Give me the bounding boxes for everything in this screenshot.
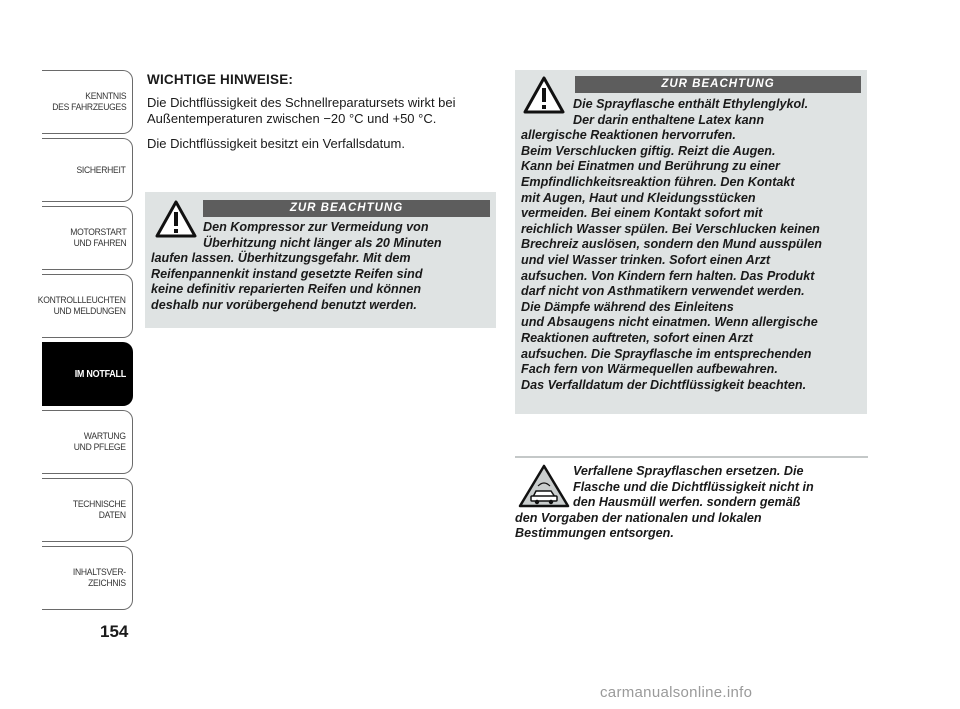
warning-line: und Absaugens nicht einatmen. Wenn allergische	[521, 315, 818, 330]
tab-wartung-und-pflege[interactable]	[42, 410, 133, 474]
tab-kontrollleuchten-und-meldungen[interactable]	[38, 274, 133, 338]
paragraph-expiry: Die Dichtflüssigkeit besitzt ein Verfallsdatum.	[147, 136, 405, 151]
tab-technische-daten[interactable]	[42, 478, 133, 542]
environment-car-icon	[518, 464, 570, 508]
warning-line: deshalb nur vorübergehend benutzt werden.	[151, 297, 417, 312]
warning-line: allergische Reaktionen hervorrufen.	[521, 128, 736, 143]
tab-im-notfall[interactable]	[42, 342, 133, 406]
tab-sicherheit[interactable]	[42, 138, 133, 202]
warning-line: aufsuchen. Von Kindern fern halten. Das Produkt	[521, 268, 815, 283]
warning-line: Fach fern von Wärmequellen aufbewahren.	[521, 362, 778, 377]
chapter-tabs	[38, 70, 133, 614]
watermark: carmanualsonline.info	[600, 684, 753, 701]
warning-text	[151, 220, 494, 314]
tab-motorstart-und-fahren[interactable]	[42, 206, 133, 270]
environment-line: Verfallene Sprayflaschen ersetzen. Die	[573, 464, 804, 478]
warning-line: und viel Wasser trinken. Sofort einen Arzt	[521, 252, 771, 267]
warning-line: Reaktionen auftreten, sofort einen Arzt	[521, 330, 753, 345]
paragraph-temperature: Die Dichtflüssigkeit des Schnellreparatursets wirkt bei Außentemperaturen zwischen −20 °C und +50 °C.	[147, 95, 456, 126]
divider	[515, 456, 868, 458]
page-number: 154	[100, 622, 129, 641]
tab-label: SICHERHEIT	[76, 164, 126, 176]
warning-line: Kann bei Einatmen und Berührung zu einer	[521, 159, 780, 174]
warning-line: Den Kompressor zur Vermeidung von	[203, 220, 429, 234]
tab-label: IM NOTFALL	[74, 368, 126, 380]
environment-line: den Vorgaben der nationalen und lokalen	[515, 510, 762, 525]
warning-line: Der darin enthaltene Latex kann	[573, 112, 765, 127]
warning-box-spray-bottle	[515, 70, 867, 414]
warning-line: Die Sprayflasche enthält Ethylenglykol.	[573, 97, 809, 111]
tab-kenntnis-des-fahrzeuges[interactable]	[42, 70, 133, 134]
tab-label: WARTUNG UND PFLEGE	[74, 431, 126, 453]
tab-label: KONTROLLLEUCHTEN UND MELDUNGEN	[38, 295, 126, 317]
tab-label: KENNTNIS DES FAHRZEUGES	[51, 91, 126, 113]
warning-line: Brechreiz auslösen, sondern den Mund ausspülen	[521, 237, 822, 252]
warning-line: Überhitzung nicht länger als 20 Minuten	[203, 235, 442, 250]
warning-line: Das Verfalldatum der Dichtflüssigkeit beachten.	[521, 377, 807, 392]
warning-line: darf nicht von Asthmatikern verwendet werden.	[521, 284, 805, 299]
warning-line: aufsuchen. Die Sprayflasche im entsprechenden	[521, 346, 812, 361]
tab-label: TECHNISCHE DATEN	[73, 499, 126, 521]
warning-line: reichlich Wasser spülen. Bei Verschlucken keinen	[521, 221, 820, 236]
warning-box-compressor	[145, 192, 496, 328]
warning-line: Empfindlichkeitsreaktion führen. Den Kontakt	[521, 174, 795, 189]
tab-label: MOTORSTART UND FAHREN	[69, 227, 126, 249]
warning-line: Beim Verschlucken giftig. Reizt die Augen.	[521, 143, 776, 158]
warning-line: Die Dämpfe während des Einleitens	[521, 299, 734, 314]
warning-line: Reifenpannenkit instand gesetzte Reifen sind	[151, 266, 423, 281]
warning-line: vermeiden. Bei einem Kontakt sofort mit	[521, 206, 763, 221]
warning-text	[521, 97, 865, 393]
important-notes	[147, 72, 492, 161]
environment-note	[515, 464, 865, 542]
warning-banner: ZUR BEACHTUNG	[575, 76, 861, 93]
warning-line: keine definitiv reparierten Reifen und können	[151, 282, 422, 297]
environment-line: den Hausmüll werfen. sondern gemäß	[573, 495, 801, 510]
tab-inhaltsverzeichnis[interactable]	[42, 546, 133, 610]
environment-line: Flasche und die Dichtflüssigkeit nicht in	[573, 479, 814, 494]
warning-line: mit Augen, Haut und Kleidungsstücken	[521, 190, 756, 205]
warning-line: laufen lassen. Überhitzungsgefahr. Mit dem	[151, 251, 411, 266]
warning-banner: ZUR BEACHTUNG	[203, 200, 490, 217]
environment-line: Bestimmungen entsorgen.	[515, 526, 674, 541]
section-heading: WICHTIGE HINWEISE:	[147, 72, 294, 87]
tab-label: INHALTSVER- ZEICHNIS	[73, 567, 126, 589]
